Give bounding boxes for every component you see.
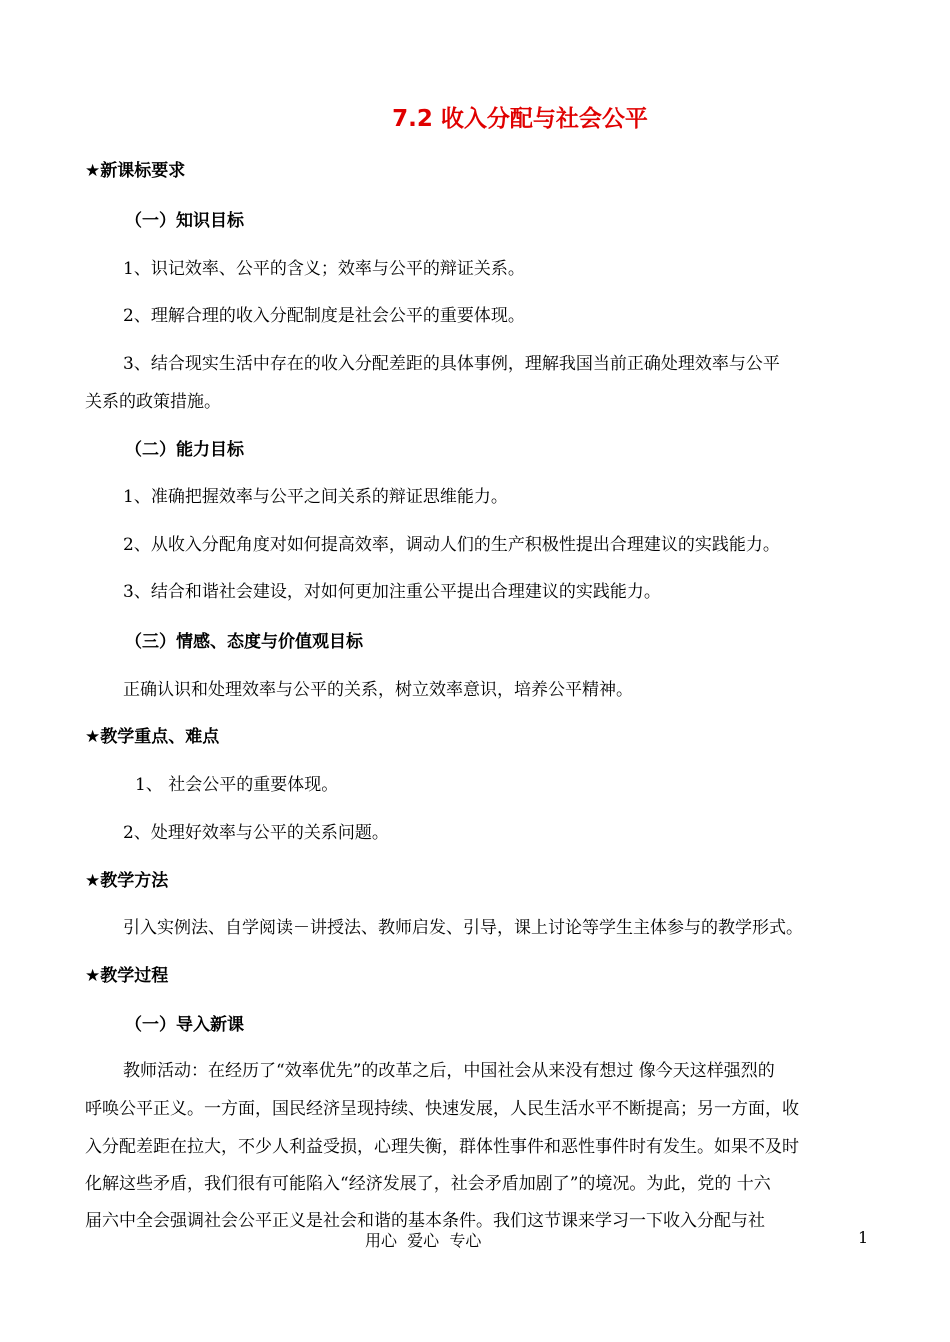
standards-heading: ★新课标要求 — [85, 161, 186, 181]
ability-item-1: 1、准确把握效率与公平之间关系的辩证思维能力。 — [123, 487, 508, 507]
method-heading: ★教学方法 — [85, 871, 169, 891]
document-title: 7.2 收入分配与社会公平 — [392, 106, 648, 132]
emotion-heading: （三）情感、态度与价值观目标 — [125, 632, 363, 652]
intro-paragraph-line-4: 化解这些矛盾，我们很有可能陷入“经济发展了，社会矛盾加剧了”的境况。为此，党的 十六 — [85, 1174, 771, 1194]
intro-paragraph-line-1: 教师活动：在经历了“效率优先”的改革之后，中国社会从来没有想过 像今天这样强烈的 — [123, 1061, 775, 1081]
knowledge-item-2: 2、理解合理的收入分配制度是社会公平的重要体现。 — [123, 306, 525, 326]
ability-item-2: 2、从收入分配角度对如何提高效率，调动人们的生产积极性提出合理建议的实践能力。 — [123, 535, 780, 555]
process-heading: ★教学过程 — [85, 966, 169, 986]
page-number: 1 — [858, 1228, 869, 1247]
key-point-2: 2、处理好效率与公平的关系问题。 — [123, 823, 389, 843]
ability-item-3: 3、结合和谐社会建设，对如何更加注重公平提出合理建议的实践能力。 — [123, 582, 661, 602]
knowledge-heading: （一）知识目标 — [125, 211, 244, 231]
intro-paragraph-line-3: 入分配差距在拉大，不少人利益受损，心理失衡，群体性事件和恶性事件时有发生。如果不及时 — [85, 1137, 799, 1157]
knowledge-item-1: 1、识记效率、公平的含义；效率与公平的辩证关系。 — [123, 259, 525, 279]
method-text: 引入实例法、自学阅读－讲授法、教师启发、引导，课上讨论等学生主体参与的教学形式。 — [123, 918, 803, 938]
emotion-text: 正确认识和处理效率与公平的关系，树立效率意识，培养公平精神。 — [123, 680, 633, 700]
intro-paragraph-line-5: 届六中全会强调社会公平正义是社会和谐的基本条件。我们这节课来学习一下收入分配与社 — [85, 1211, 765, 1231]
ability-heading: （二）能力目标 — [125, 440, 244, 460]
knowledge-item-3-line1: 3、结合现实生活中存在的收入分配差距的具体事例，理解我国当前正确处理效率与公平 — [123, 354, 780, 374]
intro-heading: （一）导入新课 — [125, 1015, 244, 1035]
footer-motto: 用心 爱心 专心 — [365, 1231, 482, 1250]
intro-paragraph-line-2: 呼唤公平正义。一方面，国民经济呈现持续、快速发展，人民生活水平不断提高；另一方面，收 — [85, 1099, 799, 1119]
knowledge-item-3-line2: 关系的政策措施。 — [85, 392, 221, 412]
key-point-1: 1、 社会公平的重要体现。 — [135, 775, 339, 795]
key-points-heading: ★教学重点、难点 — [85, 727, 220, 747]
